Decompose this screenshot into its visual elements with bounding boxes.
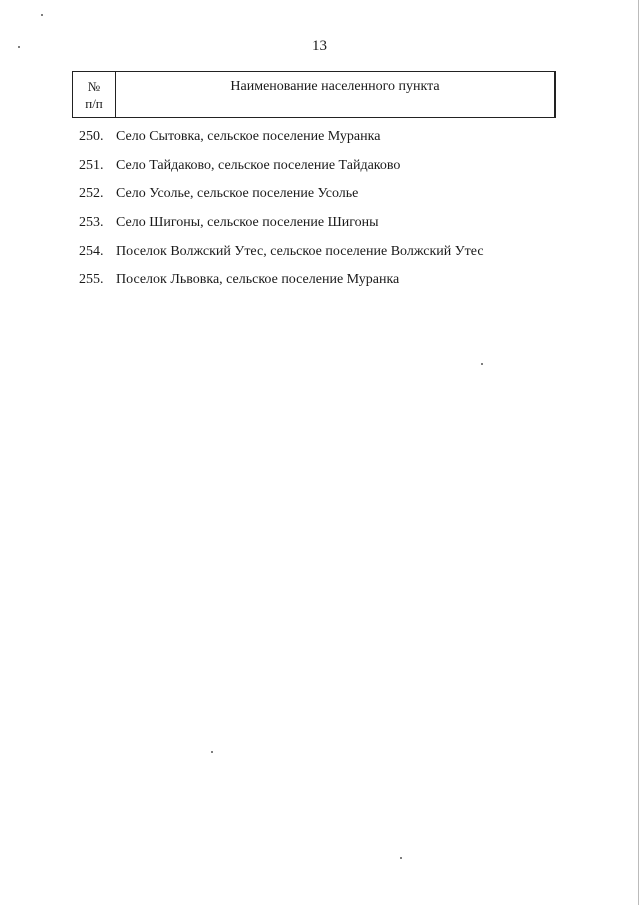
- list-item: [79, 123, 484, 152]
- column-header-name: Наименование населенного пункта: [230, 79, 440, 94]
- list-item: [79, 237, 484, 266]
- number-abbreviation: п/п: [85, 95, 103, 111]
- list-item: [79, 209, 484, 238]
- number-sign: №: [87, 78, 101, 94]
- list-item: [79, 266, 484, 295]
- scan-speck: [18, 46, 20, 48]
- item-number: 252.: [79, 186, 104, 202]
- list-table-header: [72, 71, 556, 118]
- item-name: Село Тайдаково, сельское поселение Тайдаково: [116, 157, 401, 173]
- list-item: [79, 180, 484, 209]
- list-item: [79, 152, 484, 181]
- item-number: 250.: [79, 129, 104, 145]
- item-number: 253.: [79, 215, 104, 231]
- item-name: Село Усолье, сельское поселение Усолье: [116, 186, 359, 202]
- column-header-number: [73, 72, 116, 117]
- settlement-list: [79, 123, 484, 295]
- item-name: Поселок Львовка, сельское поселение Муранка: [116, 272, 400, 288]
- scan-speck: [41, 14, 43, 16]
- item-number: 255.: [79, 272, 104, 288]
- item-number: 254.: [79, 243, 104, 259]
- scan-speck: [211, 751, 213, 753]
- item-name: Поселок Волжский Утес, сельское поселение Волжский Утес: [116, 243, 484, 259]
- item-name: Село Сытовка, сельское поселение Муранка: [116, 129, 381, 145]
- item-name: Село Шигоны, сельское поселение Шигоны: [116, 215, 379, 231]
- item-number: 251.: [79, 157, 104, 173]
- scan-speck: [400, 857, 402, 859]
- scan-speck: [481, 363, 483, 365]
- page-number: 13: [312, 38, 327, 54]
